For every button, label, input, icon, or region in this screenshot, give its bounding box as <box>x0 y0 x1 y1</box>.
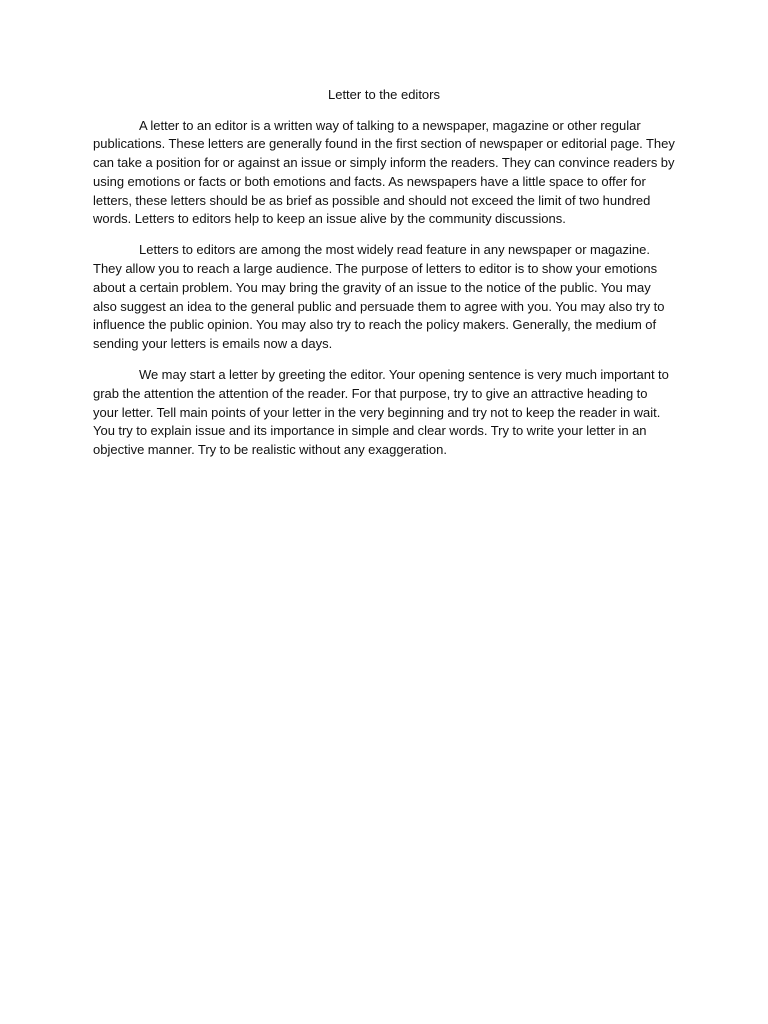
document-title: Letter to the editors <box>327 87 440 102</box>
paragraph-3: We may start a letter by greeting the editor. Your opening sentence is very much important to grab the attention the attention of the reader. For that purpose, try to give an attractive heading to your letter. Tell main points of your letter in the very beginning and try not to keep the reader in wait. You try to explain issue and its importance in simple and clear words. Try to write your letter in an objective manner. Try to be realistic without any exaggeration. <box>93 367 669 457</box>
document-body <box>93 86 675 472</box>
paragraph-2: Letters to editors are among the most widely read feature in any newspaper or magazine. They allow you to reach a large audience. The purpose of letters to editor is to show your emotions about a certain problem. You may bring the gravity of an issue to the notice of the public. You may also suggest an idea to the general public and persuade them to agree with you. You may also try to influence the public opinion. You may also try to reach the policy makers. Generally, the medium of sending your letters is emails now a days. <box>93 242 665 351</box>
paragraph-1: A letter to an editor is a written way of talking to a newspaper, magazine or other regular publications. These letters are generally found in the first section of newspaper or editorial page. They can take a position for or against an issue or simply inform the readers. They can convince readers by using emotions or facts or both emotions and facts. As newspapers have a little space to offer for letters, these letters should be as brief as possible and should not exceed the limit of two hundred words. Letters to editors help to keep an issue alive by the community discussions. <box>93 117 675 227</box>
